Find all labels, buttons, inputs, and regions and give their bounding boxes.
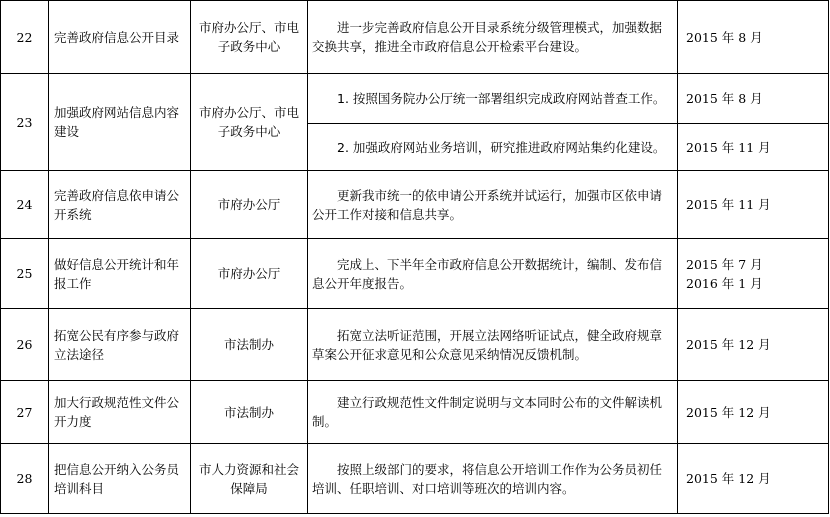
deadline (678, 239, 829, 309)
row-number: 22 (1, 1, 49, 74)
task-description (308, 444, 678, 514)
task-description-text: 拓宽立法听证范围，开展立法网络听证试点，健全政府规章草案公开征求意见和公众意见采纳情况反馈机制。 (312, 327, 663, 362)
deadline (678, 1, 829, 74)
responsible-department: 市府办公厅、市电子政务中心 (191, 1, 308, 74)
responsible-department: 市法制办 (191, 309, 308, 381)
task-description (308, 124, 678, 171)
task-item: 做好信息公开统计和年报工作 (49, 239, 191, 309)
responsible-department: 市人力资源和社会保障局 (191, 444, 308, 514)
table-row (1, 1, 829, 74)
task-item: 拓宽公民有序参与政府立法途径 (49, 309, 191, 381)
task-description (308, 309, 678, 381)
task-description-text: 完成上、下半年全市政府信息公开数据统计，编制、发布信息公开年度报告。 (312, 256, 663, 291)
deadline (678, 309, 829, 381)
task-item: 加强政府网站信息内容建设 (49, 74, 191, 171)
responsible-department: 市府办公厅、市电子政务中心 (191, 74, 308, 171)
task-description (308, 171, 678, 239)
row-number: 27 (1, 381, 49, 444)
deadline-date: 2015 年 7 月 (686, 256, 763, 272)
task-description-text: 进一步完善政府信息公开目录系统分级管理模式，加强数据交换共享，推进全市政府信息公开检索平台建设。 (312, 20, 663, 54)
task-description (308, 239, 678, 309)
task-description-text: 建立行政规范性文件制定说明与文本同时公布的文件解读机制。 (312, 395, 663, 429)
task-description (308, 381, 678, 444)
deadline (678, 444, 829, 514)
task-item: 完善政府信息公开目录 (49, 1, 191, 74)
deadline (678, 74, 829, 124)
table-row (1, 239, 829, 309)
row-number: 25 (1, 239, 49, 309)
row-number: 28 (1, 444, 49, 514)
deadline-date: 2015 年 12 月 (686, 404, 771, 420)
row-number: 23 (1, 74, 49, 171)
task-description-text: 2. 加强政府网站业务培训，研究推进政府网站集约化建设。 (337, 139, 666, 155)
task-description (308, 74, 678, 124)
deadline-date: 2015 年 12 月 (686, 337, 771, 352)
task-item: 完善政府信息依申请公开系统 (49, 171, 191, 239)
table-row (1, 171, 829, 239)
table-row (1, 444, 829, 514)
table-row (1, 381, 829, 444)
deadline-date: 2015 年 8 月 (686, 29, 763, 45)
row-number: 24 (1, 171, 49, 239)
deadline-date: 2016 年 1 月 (686, 275, 763, 291)
row-number: 26 (1, 309, 49, 381)
deadline (678, 171, 829, 239)
task-item: 把信息公开纳入公务员培训科目 (49, 444, 191, 514)
deadline-date: 2015 年 12 月 (686, 471, 771, 486)
task-description-text: 按照上级部门的要求，将信息公开培训工作作为公务员初任培训、任职培训、对口培训等班次的培训内容。 (312, 461, 663, 496)
deadline-date: 2015 年 11 月 (686, 139, 771, 155)
deadline-date: 2015 年 8 月 (686, 91, 763, 106)
table-row (1, 309, 829, 381)
responsible-department: 市府办公厅 (191, 239, 308, 309)
task-item: 加大行政规范性文件公开力度 (49, 381, 191, 444)
deadline (678, 381, 829, 444)
task-description (308, 1, 678, 74)
responsible-department: 市法制办 (191, 381, 308, 444)
task-table-body (1, 1, 829, 514)
task-description-text: 1. 按照国务院办公厅统一部署组织完成政府网站普查工作。 (337, 91, 666, 106)
task-description-text: 更新我市统一的依申请公开系统并试运行，加强市区依申请公开工作对接和信息共享。 (312, 187, 663, 222)
deadline (678, 124, 829, 171)
responsible-department: 市府办公厅 (191, 171, 308, 239)
deadline-date: 2015 年 11 月 (686, 197, 771, 212)
table-row (1, 74, 829, 124)
